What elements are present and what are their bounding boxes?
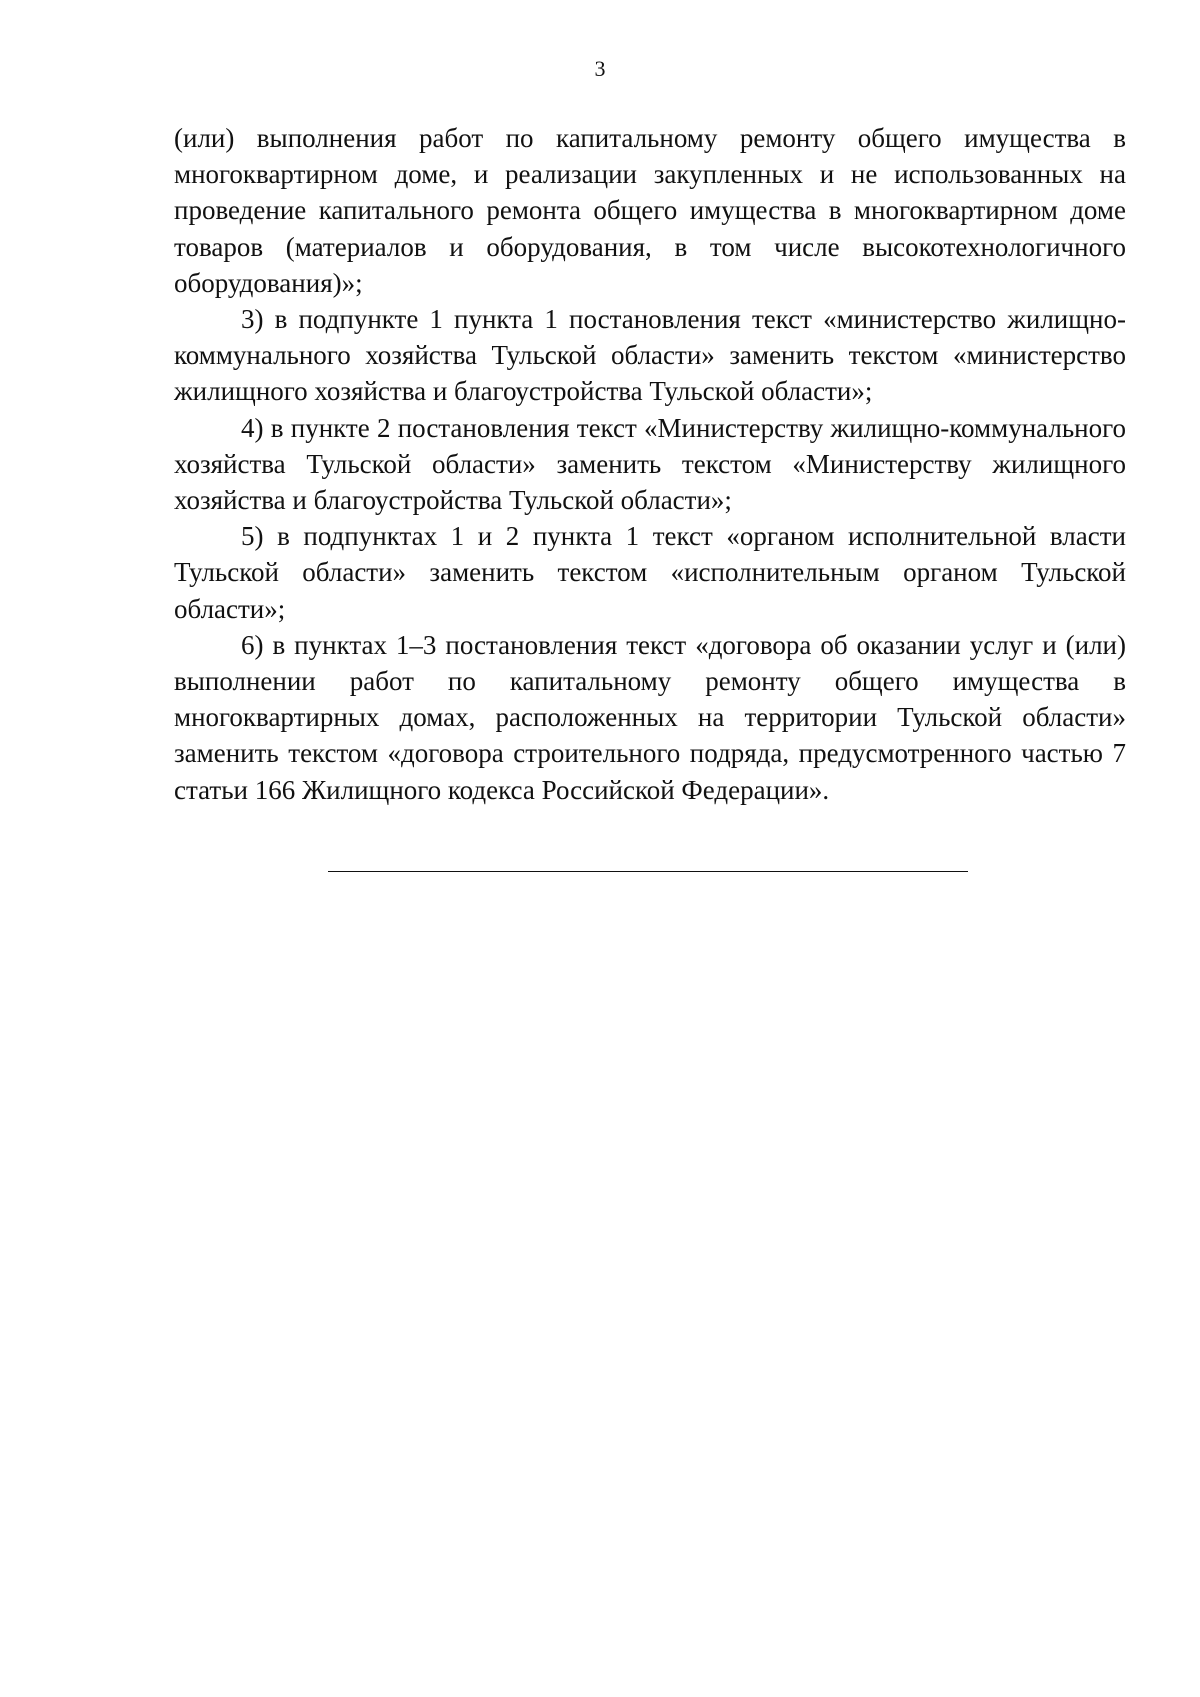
- document-body: [174, 120, 1126, 808]
- paragraph-item-5: 5) в подпунктах 1 и 2 пункта 1 текст «органом исполнительной власти Тульской области» заменить текстом «исполнительным органом Тульской области»;: [174, 521, 1126, 624]
- end-separator-line: [328, 871, 968, 872]
- paragraph-item-6: 6) в пунктах 1–3 постановления текст «договора об оказании услуг и (или) выполнении работ по капитальному ремонту общего имущества в многоквартирных домах, расположенных на территории Тульской области» заменить текстом «договора строительного подряда, предусмотренного частью 7 статьи 166 Жилищного кодекса Российской Федерации».: [174, 629, 1126, 805]
- paragraph-continuation: (или) выполнения работ по капитальному ремонту общего имущества в многоквартирном доме, и реализации закупленных и не использованных на проведение капитального ремонта общего имущества в многоквартирном доме товаров (материалов и оборудования, в том числе высокотехнологичного оборудования)»;: [174, 123, 1126, 298]
- page-number: 3: [594, 56, 606, 81]
- paragraph-item-3: 3) в подпункте 1 пункта 1 постановления текст «министерство жилищно-коммунального хозяйства Тульской области» заменить текстом «министерство жилищного хозяйства и благоустройства Тульской области»;: [174, 304, 1126, 407]
- paragraph-item-4: 4) в пункте 2 постановления текст «Министерству жилищно-коммунального хозяйства Тульской области» заменить текстом «Министерству жилищного хозяйства и благоустройства Тульской области»;: [174, 412, 1126, 516]
